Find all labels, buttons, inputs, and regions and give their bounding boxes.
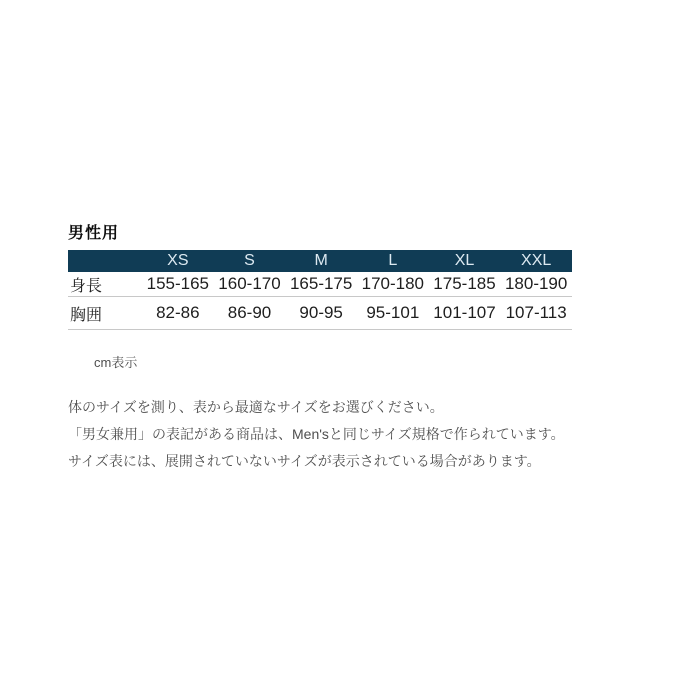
- height-l-value: 170-180: [361, 274, 425, 293]
- chest-m-value: 90-95: [299, 303, 343, 322]
- chest-xl-value: 101-107: [433, 303, 496, 322]
- height-s-value: 160-170: [218, 274, 281, 293]
- height-xs-value: 155-165: [146, 274, 210, 293]
- row-label-chest: 胸囲: [70, 306, 103, 324]
- column-header-m: M: [314, 252, 328, 269]
- mens-size-table: [68, 250, 572, 330]
- table-row-height: [68, 272, 572, 297]
- column-header-xl: XL: [454, 252, 475, 269]
- note-line-1: 体のサイズを測り、表から最適なサイズをお選びください。: [68, 399, 444, 415]
- chest-xxl-value: 107-113: [505, 303, 567, 322]
- chest-l-value: 95-101: [366, 303, 420, 322]
- column-header-l: L: [388, 252, 398, 269]
- column-header-s: S: [244, 252, 255, 269]
- notes-block: [68, 394, 628, 475]
- page-title: 男性用: [68, 225, 120, 242]
- unit-note: cm表示: [94, 355, 138, 370]
- height-m-value: 165-175: [289, 274, 353, 293]
- height-xxl-value: 180-190: [504, 274, 568, 293]
- height-xl-value: 175-185: [433, 274, 496, 293]
- note-line-3: サイズ表には、展開されていないサイズが表示されている場合があります。: [68, 453, 541, 469]
- row-label-height: 身長: [70, 277, 103, 295]
- size-table-header-row: [68, 250, 572, 272]
- chest-xs-value: 82-86: [156, 303, 200, 322]
- chest-s-value: 86-90: [227, 303, 272, 322]
- note-line-2: 「男女兼用」の表記がある商品は、Men'sと同じサイズ規格で作られています。: [68, 426, 565, 442]
- table-row-chest: [68, 297, 572, 330]
- column-header-xs: XS: [167, 252, 189, 269]
- column-header-xxl: XXL: [521, 252, 552, 269]
